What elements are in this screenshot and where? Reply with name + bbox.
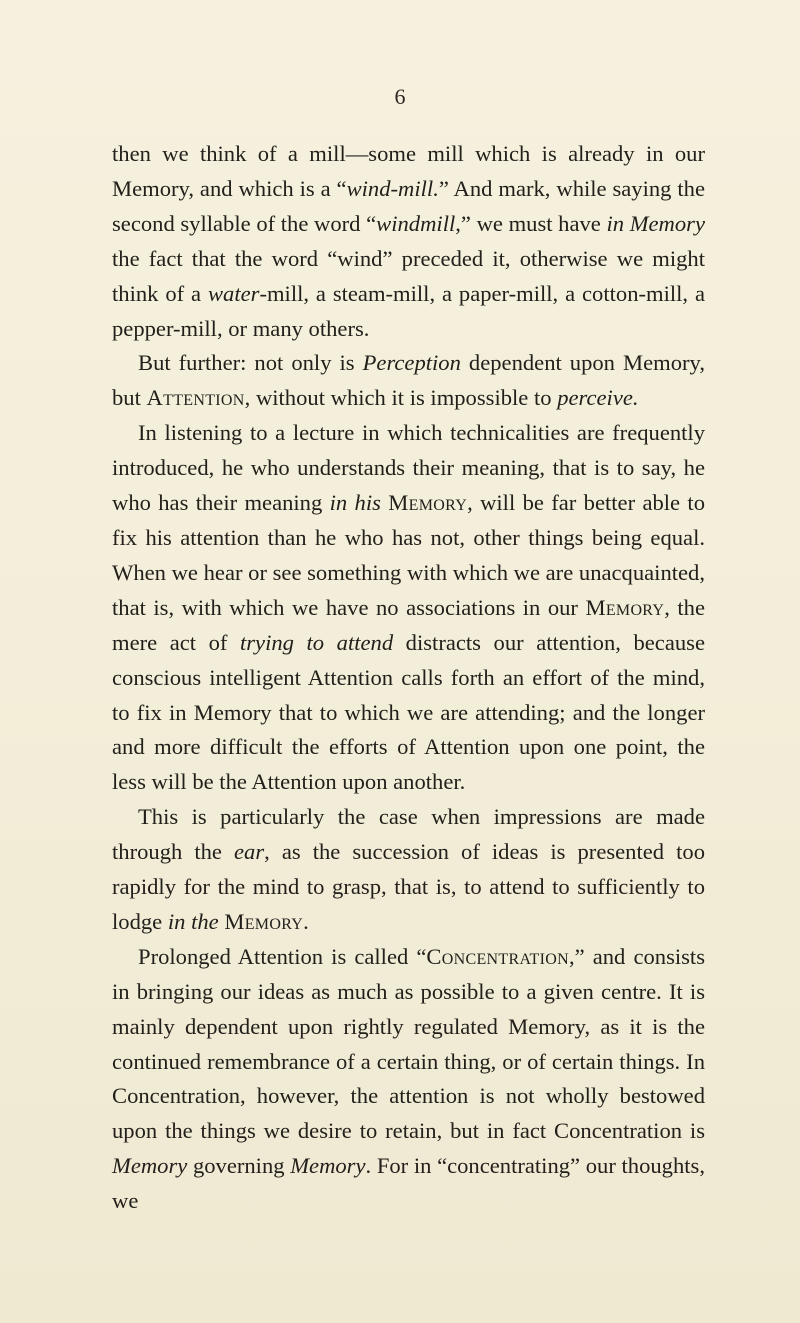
text-run: . For in “concentrating” our thoughts, we xyxy=(112,1153,705,1214)
italic-text: Perception xyxy=(362,350,461,376)
small-caps-text: Concentration xyxy=(426,943,569,969)
text-run: In listening to a lecture in which technicalities are frequently introduced, he who understands their meaning, that is to say, he who has their meaning xyxy=(112,420,705,516)
text-run: the fact that the word “wind” preceded it, otherwise we might think of a xyxy=(112,245,705,306)
text-run: governing xyxy=(187,1153,291,1179)
paragraph xyxy=(112,800,705,940)
italic-text: in Memory xyxy=(606,210,705,236)
italic-text: Memory xyxy=(112,1153,188,1179)
text-run: , the mere act of xyxy=(112,594,706,655)
text-run: , without which it is impossible to xyxy=(244,385,558,411)
italic-text: wind-mill. xyxy=(346,175,439,201)
text-run: then we think of a mill—some mill which is already in our Memory, and which is a “ xyxy=(112,141,705,201)
italic-text: Memory xyxy=(290,1153,366,1179)
paragraph xyxy=(112,416,705,800)
text-run: ” And mark, while saying the second syllable of the word “ xyxy=(112,175,706,236)
text-run: . xyxy=(303,908,309,934)
small-caps-text: Memory xyxy=(585,594,665,620)
italic-text: water xyxy=(207,280,260,306)
text-run: ,” and consists in bringing our ideas as much as possible to a given centre. It is mainly dependent upon rightly regulated Memory, as it is the continued remembrance of a certain thing, or of certain things. In Concentration, however, the attention is not wholly bestowed upon the things we desire to retain, but in fact Concentration is xyxy=(112,943,706,1144)
italic-text: windmill xyxy=(376,210,456,236)
italic-text: perceive. xyxy=(557,385,639,411)
paragraph xyxy=(112,346,705,416)
italic-text: in the xyxy=(167,908,219,934)
small-caps-text: Attention xyxy=(146,385,245,411)
italic-text: ear xyxy=(234,839,265,865)
text-run: -mill, a steam-mill, a paper-mill, a cotton-mill, a pepper-mill, or many others. xyxy=(112,280,705,341)
text-run: , will be far better able to fix his attention than he who has not, other things being equal. When we hear or see something with which we are unacquainted, that is, with which we have no associations in our xyxy=(112,490,705,620)
small-caps-text: Memory xyxy=(224,908,304,934)
page-number: 6 xyxy=(394,84,406,109)
italic-text: in his xyxy=(329,490,381,516)
text-run: ,” we must have xyxy=(455,210,607,236)
body-text xyxy=(112,137,705,1219)
text-run: This is particularly the case when impressions are made through the xyxy=(112,804,705,865)
text-run: But further: not only is xyxy=(138,350,363,376)
small-caps-text: Memory xyxy=(388,490,468,516)
text-run: dependent upon Memory, but xyxy=(112,350,705,411)
paragraph xyxy=(112,940,705,1219)
text-run: distracts our attention, because conscious intelligent Attention calls forth an effort of the mind, to fix in Memory that to which we are attending; and the longer and more difficult the efforts of Attention upon one point, the less will be the Attention upon another. xyxy=(112,629,705,795)
text-run: , as the succession of ideas is presented too rapidly for the mind to grasp, that is, to attend to sufficiently to lodge xyxy=(112,839,705,934)
text-run: Prolonged Attention is called “ xyxy=(138,943,427,969)
italic-text: trying to attend xyxy=(239,629,394,655)
paragraph xyxy=(112,137,705,346)
